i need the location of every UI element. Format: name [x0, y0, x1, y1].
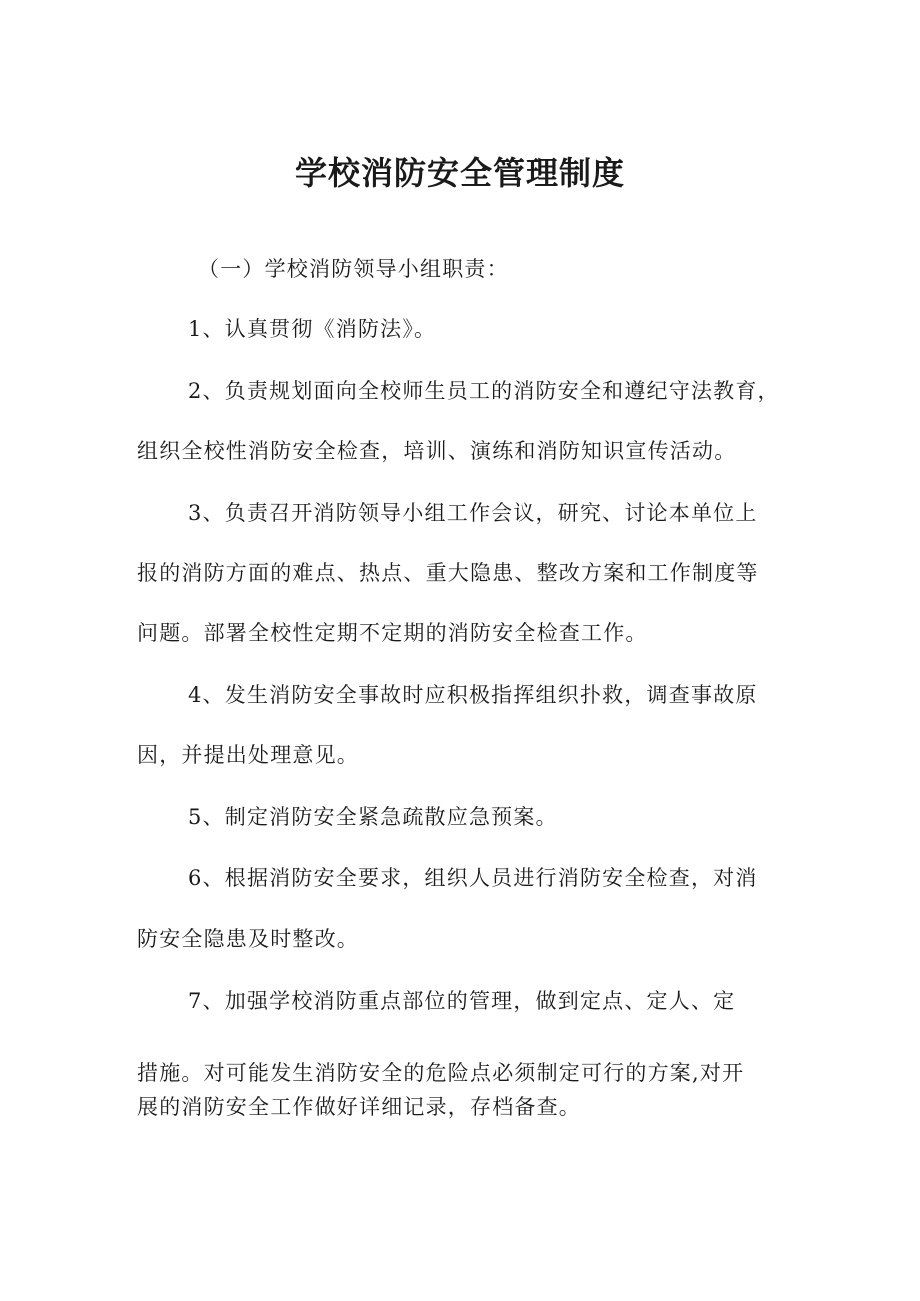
paragraph-line: 7、加强学校消防重点部位的管理，做到定点、定人、定 — [188, 989, 736, 1013]
paragraph-line: 报的消防方面的难点、热点、重大隐患、整改方案和工作制度等 — [137, 561, 759, 585]
paragraph-line: 展的消防安全工作做好详细记录，存档备查。 — [137, 1095, 581, 1119]
paragraph-line: 2、负责规划面向全校师生员工的消防安全和遵纪守法教育， — [188, 379, 780, 403]
paragraph-line: 防安全隐患及时整改。 — [137, 927, 359, 951]
paragraph-line: 措施。对可能发生消防安全的危险点必须制定可行的方案,对开 — [137, 1061, 745, 1085]
paragraph-line: 4、发生消防安全事故时应积极指挥组织扑救，调查事故原 — [188, 683, 758, 707]
paragraph-line: 5、制定消防安全紧急疏散应急预案。 — [188, 805, 558, 829]
paragraph-line: 1、认真贯彻《消防法》。 — [188, 317, 437, 341]
paragraph-line: 3、负责召开消防领导小组工作会议，研究、讨论本单位上 — [188, 501, 758, 525]
section-heading: （一）学校消防领导小组职责： — [198, 257, 509, 281]
document-title: 学校消防安全管理制度 — [294, 154, 625, 192]
paragraph-line: 因，并提出处理意见。 — [137, 743, 359, 767]
paragraph-line: 6、根据消防安全要求，组织人员进行消防安全检查，对消 — [188, 866, 758, 890]
paragraph-line: 组织全校性消防安全检查，培训、演练和消防知识宣传活动。 — [137, 439, 737, 463]
paragraph-line: 问题。部署全校性定期不定期的消防安全检查工作。 — [137, 621, 648, 645]
